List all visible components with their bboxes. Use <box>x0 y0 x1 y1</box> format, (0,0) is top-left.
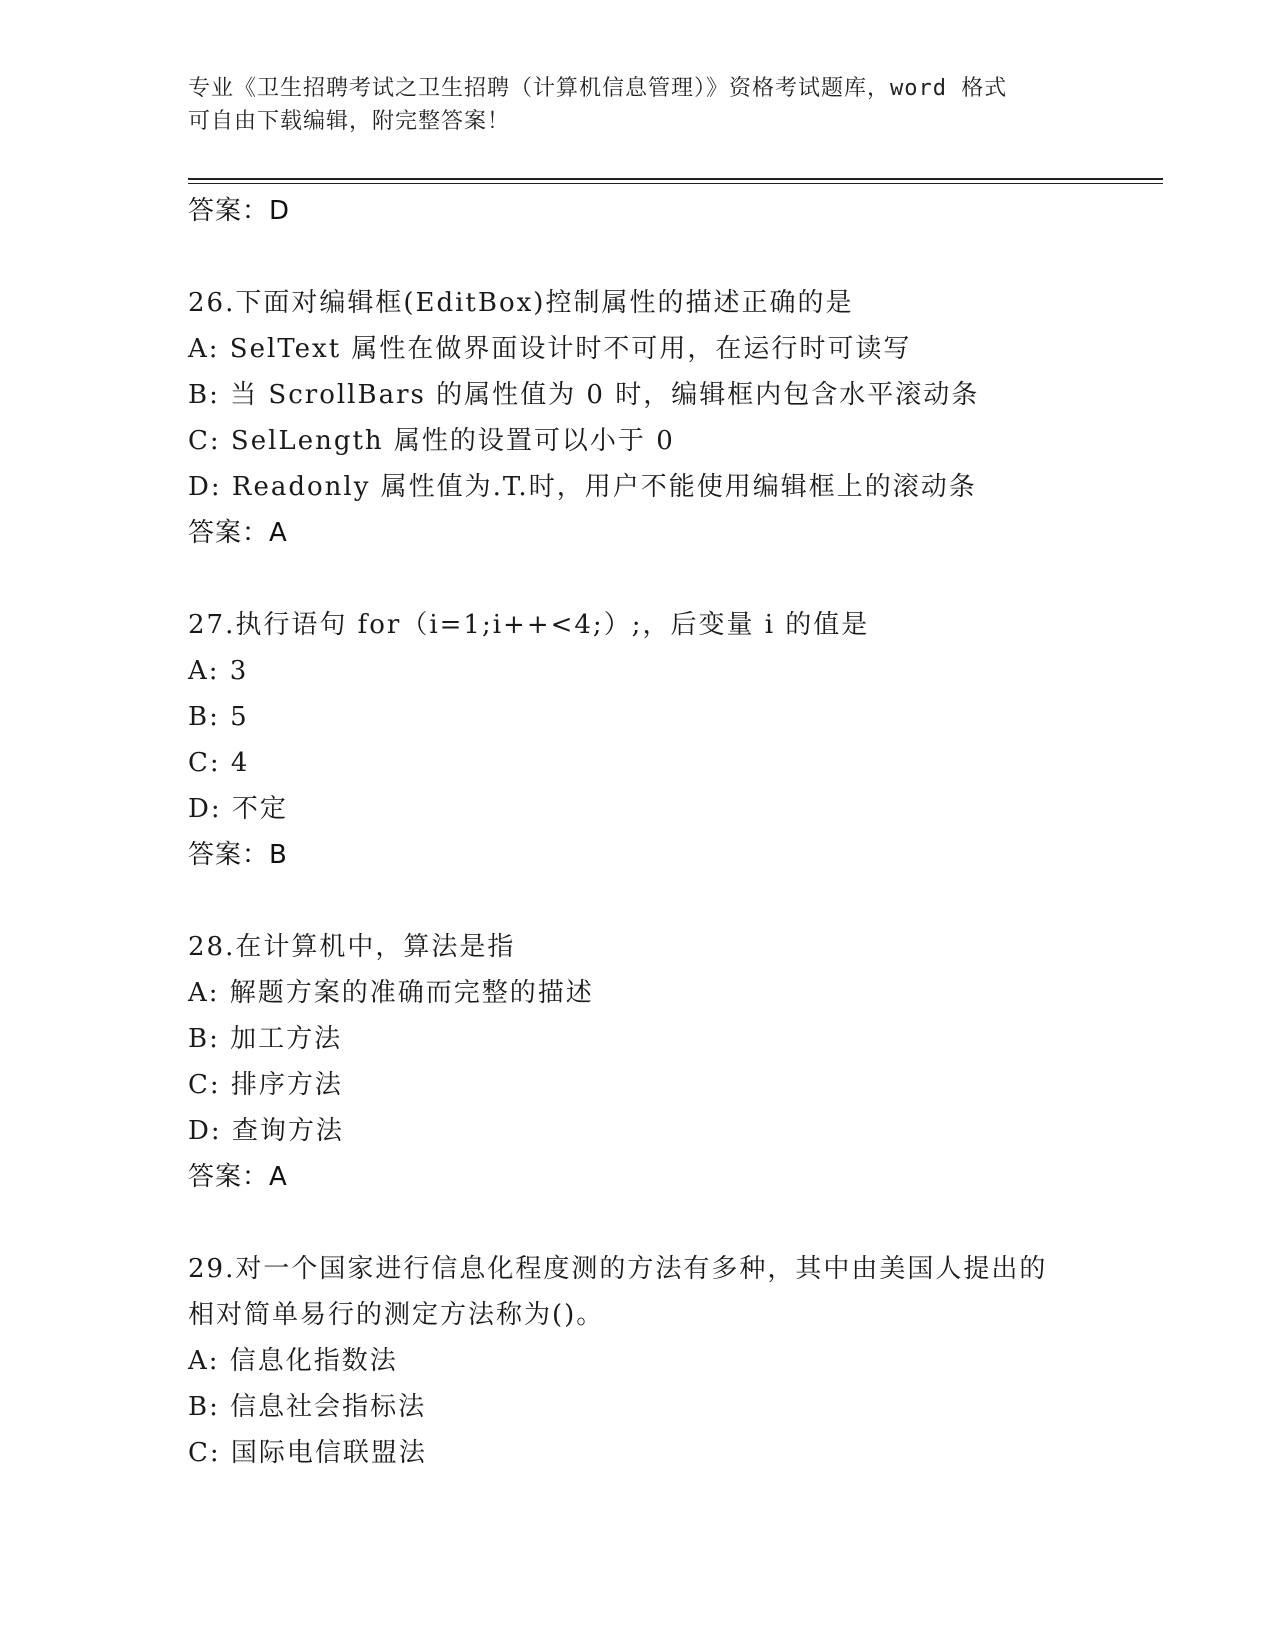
option-c: C: 4 <box>188 748 250 778</box>
question-29 <box>188 1246 1148 1476</box>
option-b: B: 信息社会指标法 <box>188 1392 427 1422</box>
spacer <box>188 234 1148 280</box>
option-d: D: Readonly 属性值为.T.时，用户不能使用编辑框上的滚动条 <box>188 472 977 502</box>
previous-answer: 答案：D <box>188 196 291 226</box>
question-stem: 28.在计算机中，算法是指 <box>188 932 516 962</box>
option-d: D: 不定 <box>188 794 288 824</box>
option-d: D: 查询方法 <box>188 1116 344 1146</box>
option-a: A: 3 <box>188 656 249 686</box>
question-stem: 26.下面对编辑框(EditBox)控制属性的描述正确的是 <box>188 288 854 318</box>
question-list <box>188 188 1148 1476</box>
question-27 <box>188 602 1148 878</box>
spacer <box>188 556 1148 602</box>
header-line-2: 可自由下载编辑，附完整答案！ <box>188 109 511 134</box>
option-a: A: SelText 属性在做界面设计时不可用，在运行时可读写 <box>188 334 912 364</box>
option-c: C: 排序方法 <box>188 1070 343 1100</box>
header-divider-thin <box>188 183 1163 184</box>
option-a: A: 解题方案的准确而完整的描述 <box>188 978 594 1008</box>
question-answer: 答案：A <box>188 518 288 548</box>
question-stem: 27.执行语句 for（i=1;i++<4;）;，后变量 i 的值是 <box>188 610 870 640</box>
question-stem-line-2: 相对简单易行的测定方法称为()。 <box>188 1300 605 1330</box>
question-26 <box>188 280 1148 556</box>
question-answer: 答案：A <box>188 1162 288 1192</box>
question-stem-line-1: 29.对一个国家进行信息化程度测的方法有多种，其中由美国人提出的 <box>188 1254 1048 1284</box>
option-b: B: 当 ScrollBars 的属性值为 0 时，编辑框内包含水平滚动条 <box>188 380 980 410</box>
option-c: C: SelLength 属性的设置可以小于 0 <box>188 426 675 456</box>
page-header <box>188 72 1088 138</box>
question-28 <box>188 924 1148 1200</box>
spacer <box>188 1200 1148 1246</box>
spacer <box>188 878 1148 924</box>
header-line-1: 专业《卫生招聘考试之卫生招聘（计算机信息管理）》资格考试题库，word 格式 <box>188 76 1008 101</box>
header-divider <box>188 178 1163 180</box>
option-b: B: 加工方法 <box>188 1024 343 1054</box>
question-answer: 答案：B <box>188 840 288 870</box>
option-a: A: 信息化指数法 <box>188 1346 398 1376</box>
option-b: B: 5 <box>188 702 249 732</box>
option-c: C: 国际电信联盟法 <box>188 1438 427 1468</box>
